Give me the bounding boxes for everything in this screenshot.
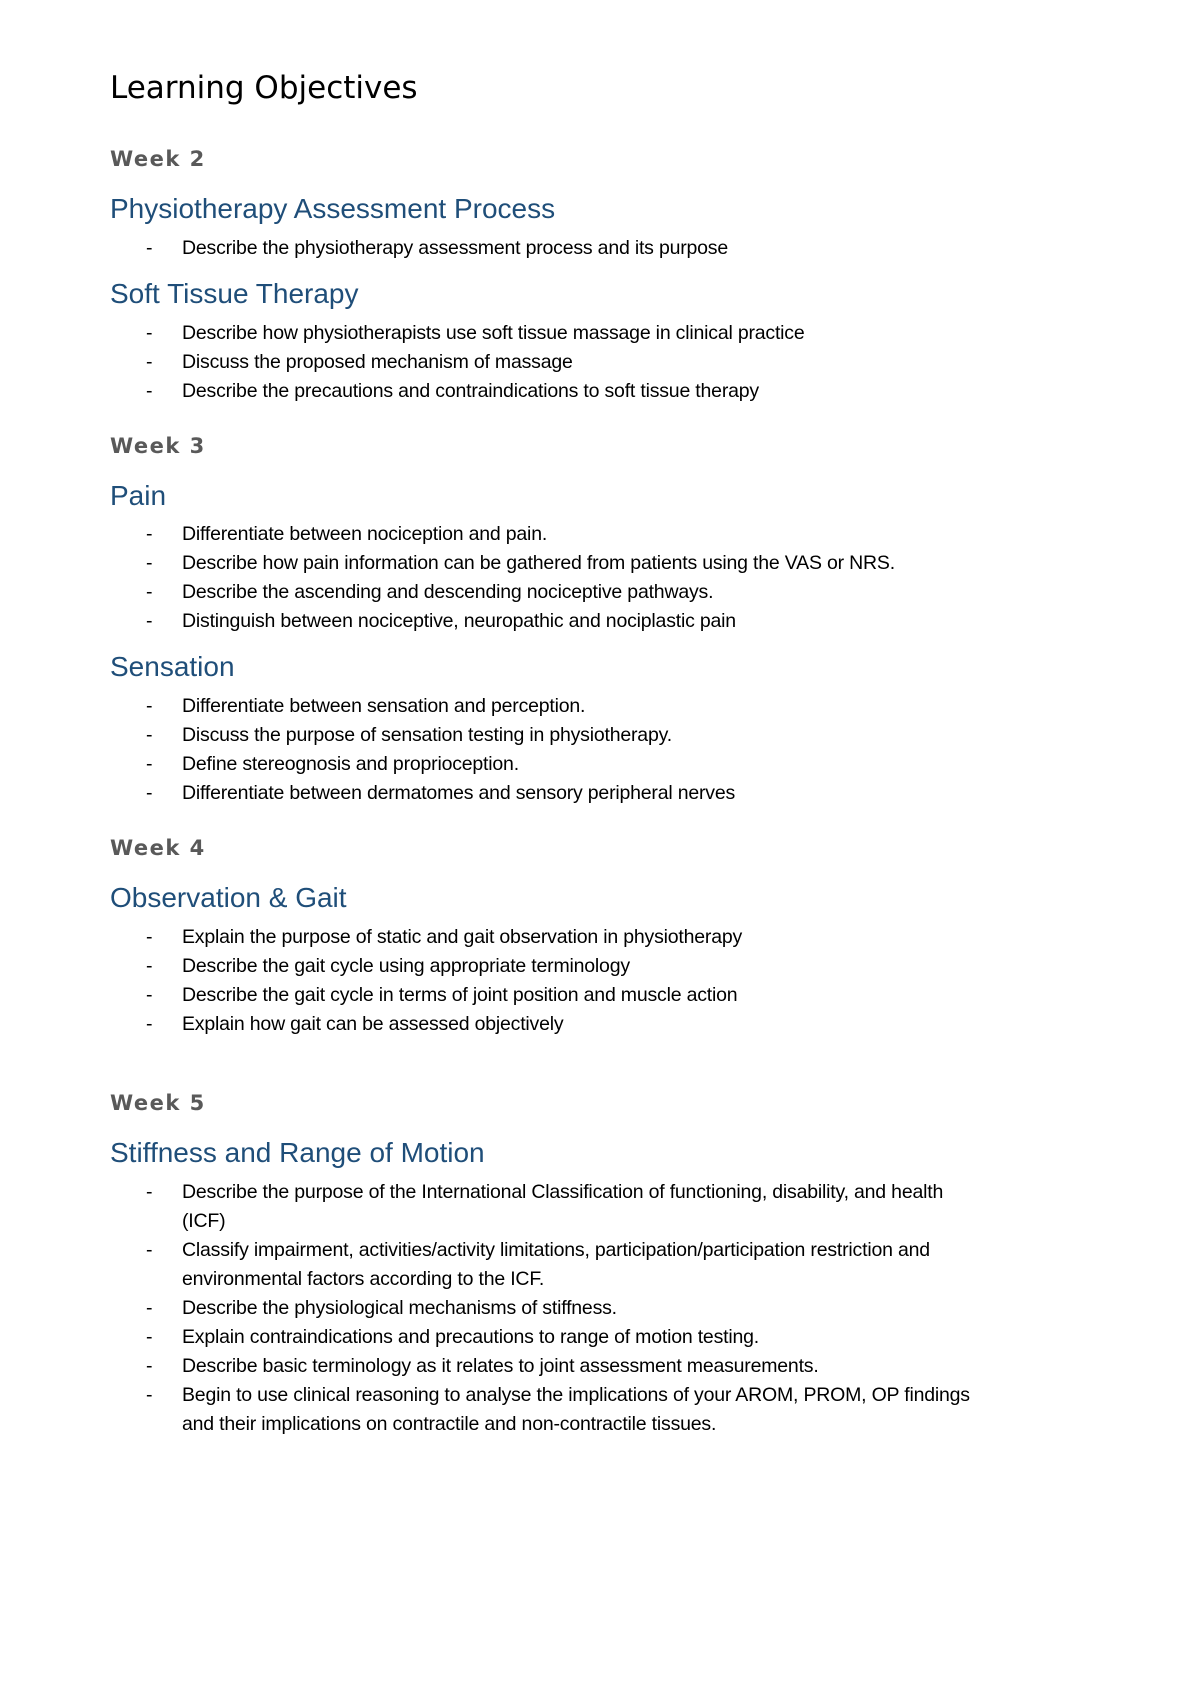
- week-heading: Week 5: [110, 1090, 206, 1115]
- objectives-list: [110, 520, 1100, 636]
- objective-item: [110, 549, 1100, 578]
- document-page: [110, 60, 1100, 1439]
- objective-text: Describe the gait cycle in terms of joint position and muscle action: [182, 983, 738, 1006]
- objectives-list: [110, 923, 1100, 1039]
- dash-bullet: -: [146, 954, 153, 977]
- objective-text: Distinguish between nociceptive, neuropathic and nociplastic pain: [182, 610, 736, 633]
- objective-item: [110, 1236, 1100, 1294]
- objective-text: Describe the physiological mechanisms of stiffness.: [182, 1296, 617, 1319]
- objective-item: [110, 319, 1100, 348]
- dash-bullet: -: [146, 1012, 153, 1035]
- objective-item: [110, 1178, 1100, 1236]
- dash-bullet: -: [146, 1325, 153, 1348]
- objective-item: [110, 692, 1100, 721]
- objective-text: Describe the purpose of the International Classification of functioning, disability, and health: [182, 1180, 944, 1203]
- objective-item: [110, 1352, 1100, 1381]
- week-section: [110, 836, 1100, 1039]
- objective-text: Describe the precautions and contraindications to soft tissue therapy: [182, 379, 759, 402]
- objectives-list: [110, 692, 1100, 808]
- dash-bullet: -: [146, 379, 153, 402]
- topic-heading: Soft Tissue Therapy: [110, 277, 359, 309]
- dash-bullet: -: [146, 723, 153, 746]
- objective-item: [110, 578, 1100, 607]
- objective-text: Discuss the purpose of sensation testing in physiotherapy.: [182, 723, 672, 746]
- objective-text: (ICF): [182, 1209, 226, 1232]
- dash-bullet: -: [146, 1238, 153, 1261]
- topic-heading: Observation & Gait: [110, 882, 347, 914]
- dash-bullet: -: [146, 552, 153, 575]
- dash-bullet: -: [146, 781, 153, 804]
- objective-text: Explain the purpose of static and gait observation in physiotherapy: [182, 925, 743, 948]
- dash-bullet: -: [146, 1383, 153, 1406]
- dash-bullet: -: [146, 350, 153, 373]
- topic-heading: Physiotherapy Assessment Process: [110, 193, 556, 225]
- objective-item: [110, 1381, 1100, 1439]
- objective-text: Describe how pain information can be gathered from patients using the VAS or NRS.: [182, 552, 895, 575]
- week-section: [110, 147, 1100, 405]
- weeks-container: [110, 147, 1100, 1438]
- objective-item: [110, 779, 1100, 808]
- objective-text: Describe the gait cycle using appropriate terminology: [182, 954, 630, 977]
- objective-text: environmental factors according to the ICF.: [182, 1267, 545, 1290]
- objective-item: [110, 377, 1100, 406]
- objectives-list: [110, 319, 1100, 406]
- week-section: [110, 1091, 1100, 1439]
- objective-item: [110, 750, 1100, 779]
- week-heading: Week 3: [110, 433, 206, 458]
- objective-item: [110, 952, 1100, 981]
- dash-bullet: -: [146, 523, 153, 546]
- objective-text: Classify impairment, activities/activity limitations, participation/participation restriction and: [182, 1238, 930, 1261]
- objective-text: Describe the physiotherapy assessment process and its purpose: [182, 236, 729, 259]
- objective-item: [110, 1010, 1100, 1039]
- objectives-list: [110, 234, 1100, 263]
- objective-item: [110, 348, 1100, 377]
- objective-text: Differentiate between dermatomes and sensory peripheral nerves: [182, 781, 736, 804]
- objective-text: Begin to use clinical reasoning to analyse the implications of your AROM, PROM, OP findings: [182, 1383, 970, 1406]
- week-heading: Week 2: [110, 147, 206, 172]
- objective-text: Describe basic terminology as it relates to joint assessment measurements.: [182, 1354, 819, 1377]
- topic-heading: Sensation: [110, 651, 235, 683]
- dash-bullet: -: [146, 236, 153, 259]
- objective-item: [110, 1294, 1100, 1323]
- dash-bullet: -: [146, 581, 153, 604]
- dash-bullet: -: [146, 694, 153, 717]
- dash-bullet: -: [146, 1354, 153, 1377]
- dash-bullet: -: [146, 752, 153, 775]
- topic-heading: Stiffness and Range of Motion: [110, 1136, 485, 1168]
- dash-bullet: -: [146, 321, 153, 344]
- objective-text: Differentiate between nociception and pain.: [182, 523, 548, 546]
- dash-bullet: -: [146, 983, 153, 1006]
- dash-bullet: -: [146, 1296, 153, 1319]
- objective-item: [110, 234, 1100, 263]
- objective-item: [110, 721, 1100, 750]
- objective-item: [110, 607, 1100, 636]
- objective-item: [110, 520, 1100, 549]
- objective-text: Describe how physiotherapists use soft tissue massage in clinical practice: [182, 321, 805, 344]
- objective-text: Explain how gait can be assessed objectively: [182, 1012, 564, 1035]
- objective-text: Explain contraindications and precautions to range of motion testing.: [182, 1325, 759, 1348]
- objective-text: Discuss the proposed mechanism of massage: [182, 350, 573, 373]
- topic-heading: Pain: [110, 479, 167, 511]
- objective-text: Define stereognosis and proprioception.: [182, 752, 519, 775]
- dash-bullet: -: [146, 1180, 153, 1203]
- document-title: Learning Objectives: [110, 70, 418, 106]
- objectives-list: [110, 1178, 1100, 1439]
- week-section: [110, 434, 1100, 808]
- objective-text: and their implications on contractile and non-contractile tissues.: [182, 1412, 717, 1435]
- dash-bullet: -: [146, 925, 153, 948]
- objective-text: Describe the ascending and descending nociceptive pathways.: [182, 581, 714, 604]
- objective-item: [110, 1323, 1100, 1352]
- objective-item: [110, 981, 1100, 1010]
- objective-text: Differentiate between sensation and perception.: [182, 694, 586, 717]
- objective-item: [110, 923, 1100, 952]
- week-heading: Week 4: [110, 835, 206, 860]
- dash-bullet: -: [146, 610, 153, 633]
